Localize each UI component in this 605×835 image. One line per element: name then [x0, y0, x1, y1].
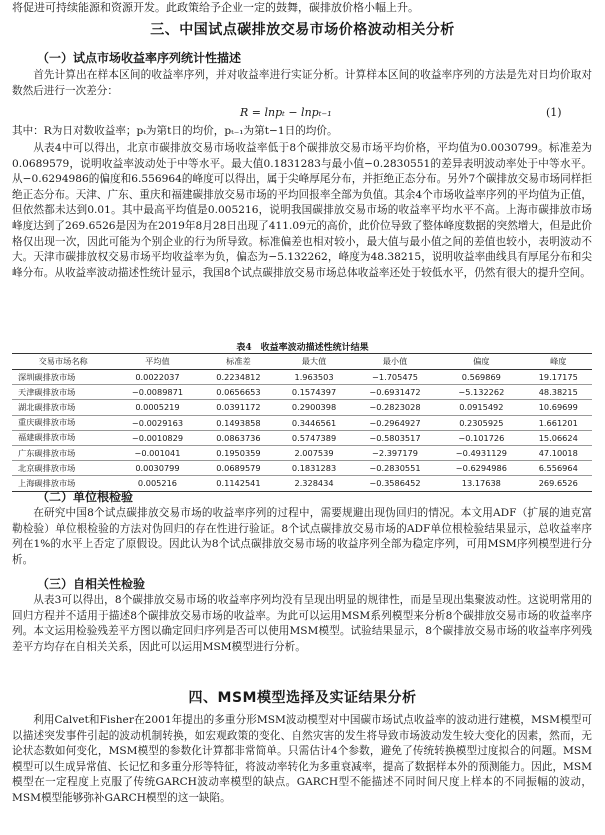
table-header-row [12, 354, 592, 370]
market-name-cell: 广东碳排放市场 [12, 445, 114, 460]
table-cell: 0.0030799 [114, 461, 200, 476]
carryover-text: 将促进可持续能源和资源开发。此政策给予企业一定的鼓舞，碳排放价格小幅上升。 [12, 1, 419, 14]
table-row [12, 430, 592, 445]
subsection-2-title: （二）单位根检验 [37, 490, 134, 504]
table-cell: −0.5803517 [352, 430, 438, 445]
table-row [12, 461, 592, 476]
table-cell: −0.2830551 [352, 461, 438, 476]
table-cell: −0.6294986 [438, 461, 524, 476]
paragraph-autocorrelation-test: 从表3可以得出，8个碳排放交易市场的收益率序列均没有呈现出明显的规律性，而是呈现出集聚波动性。这说明常用的回归方程并不适用于描述8个碳排放交易市场的收益率。为此可以运用MSM系列模型来分析8个碳排放交易市场的收益率序列。本文运用检验残差平方图以确定回归序列是否可以使用MSM模型。试验结果显示，8个碳排放交易市场的收益率序列残差平方均存在自相关关系，因此可以运用MSM模型进行分析。 [12, 594, 592, 653]
market-name-cell: 重庆碳排放市场 [12, 415, 114, 430]
header-cell: 峰度 [525, 354, 592, 370]
table-cell: 0.0863736 [201, 430, 277, 445]
table-cell: −1.705475 [352, 370, 438, 385]
paragraph-msm-model: 利用Calvet和Fisher在2001年提出的多重分形MSM波动模型对中国碳市场试点收益率的波动进行建模，MSM模型可以描述突发事件引起的波动机制转换，如宏观政策的变化、自然灾害的发生将导致市场波动发生较大变化的因素，然而，无论状态数如何变化，MSM模型的参数化计算都非常简单。只需估计4个参数，避免了传统转换模型过度拟合的问题。MSM模型可以生成异常值、长记忆和多重分形等特征，将波动率转化为多重衰减率，提高了数据样本外的预测能力。因此，MSM模型在一定程度上克服了传统GARCH波动率模型的缺点。GARCH型不能描述不同时间尺度上样本的不同振幅的波动，MSM模型能够弥补GARCH模型的这一缺陷。 [12, 714, 592, 804]
table-cell: 6.556964 [525, 461, 592, 476]
table-row [12, 415, 592, 430]
table-cell: −0.101726 [438, 430, 524, 445]
table-cell: 0.2234812 [201, 370, 277, 385]
section-3-title: 三、中国试点碳排放交易市场价格波动相关分析 [150, 22, 455, 38]
table-cell: 0.0915492 [438, 400, 524, 415]
table-cell: 48.38215 [525, 385, 592, 400]
table-cell: 0.1950359 [201, 445, 277, 460]
table-cell: 0.005216 [114, 476, 200, 491]
section-4-title: 四、MSM模型选择及实证结果分析 [188, 690, 417, 706]
table-cell: 0.1142541 [201, 476, 277, 491]
table-cell: −0.3586452 [352, 476, 438, 491]
header-cell: 最小值 [352, 354, 438, 370]
table-cell: 0.5747389 [276, 430, 352, 445]
table-cell: 0.3446561 [276, 415, 352, 430]
table-row [12, 385, 592, 400]
table-cell: 0.0689579 [201, 461, 277, 476]
table-caption: 表4 收益率波动描述性统计结果 [236, 343, 369, 353]
header-cell: 偏度 [438, 354, 524, 370]
table-cell: 15.06624 [525, 430, 592, 445]
table-cell: −0.0089871 [114, 385, 200, 400]
paragraph-variable-definition: 其中：R为日对数收益率；pₜ为第t日的均价，pₜ₋₁为第t−1日的均价。 [12, 125, 338, 137]
subsection-3-title: （三）自相关性检验 [37, 577, 146, 591]
market-name-cell: 北京碳排放市场 [12, 461, 114, 476]
header-cell: 最大值 [276, 354, 352, 370]
table-cell: 10.69699 [525, 400, 592, 415]
table-cell: 269.6526 [525, 476, 592, 491]
market-name-cell: 福建碳排放市场 [12, 430, 114, 445]
table-cell: 0.2305925 [438, 415, 524, 430]
table-cell: 2.328434 [276, 476, 352, 491]
table-cell: −0.2964927 [352, 415, 438, 430]
table-cell: 47.10018 [525, 445, 592, 460]
table-row [12, 445, 592, 460]
header-cell: 标准差 [201, 354, 277, 370]
descriptive-stats-table [12, 353, 592, 492]
table-cell: 0.2900398 [276, 400, 352, 415]
header-cell: 平均值 [114, 354, 200, 370]
market-name-cell: 湖北碳排放市场 [12, 400, 114, 415]
paragraph-descriptive-analysis: 从表4中可以得出，北京市碳排放交易市场收益率低于8个碳排放交易市场平均价格，平均值为0.0030799。标准差为0.0689579，说明收益率波动处于中等水平。最大值0.1831283与最小值−0.2830551的差异表明波动率处于中等水平。从−0.6294986的偏度和6.556964的峰度可以得出，属于尖峰厚尾分布，并拒绝正态分布。另外7个碳排放交易市场同样拒绝正态分布。天津、广东、重庆和福建碳排放交易市场的平均回报率全部为负值。其余4个市场收益率序列的平均值为正值，但依然都未达到0.01。其中最高平均值是0.005216，说明我国碳排放交易市场的收益率平均水平不高。上海市碳排放市场峰度达到了269.6526是因为在2019年8月28日出现了411.09元的高价，此价位导致了整体峰度数据的突然增大，但是此价格仅出现一次，因此可能为个别企业的行为所导致。标准偏差也相对较小，最大值与最小值之间的差值也较小，表明波动不大。天津市碳排放权交易市场平均收益率为负，偏态为−5.132262，峰度为48.38215，说明收益率曲线具有厚尾分布和尖峰分布。从收益率波动描述性统计显示，我国8个试点碳排放交易市场总体收益率还处于较低水平，仍然有很大的提升空间。 [12, 142, 592, 279]
table-cell: −0.0029163 [114, 415, 200, 430]
table-cell: 19.17175 [525, 370, 592, 385]
formula-return: R = lnpₜ − lnpₜ₋₁ [240, 106, 332, 119]
market-name-cell: 天津碳排放市场 [12, 385, 114, 400]
paragraph-return-method: 首先计算出在样本区间的收益率序列，并对收益率进行实证分析。计算样本区间的收益率序列的方法是先对日均价取对数然后进行一次差分： [12, 69, 592, 97]
table-cell: −0.0010829 [114, 430, 200, 445]
table-cell: 1.963503 [276, 370, 352, 385]
table-cell: 0.0391172 [201, 400, 277, 415]
table-row [12, 400, 592, 415]
header-cell: 交易市场名称 [12, 354, 114, 370]
market-name-cell: 上海碳排放市场 [12, 476, 114, 491]
paragraph-unit-root-test: 在研究中国8个试点碳排放交易市场的收益率序列的过程中，需要规避出现伪回归的情况。本文用ADF（扩展的迪克富勒检验）单位根检验的方法对伪回归的存在性进行验证。8个试点碳排放交易市场的ADF单位根检验结果显示，总收益率序列在1%的水平上否定了原假设。因此认为8个试点碳排放交易市场的收益序列全部为稳定序列，可用MSM序列模型进行分析。 [12, 507, 592, 566]
formula-number: (1) [546, 106, 562, 119]
table-cell: 0.0005219 [114, 400, 200, 415]
market-name-cell: 深圳碳排放市场 [12, 370, 114, 385]
table-cell: 0.569869 [438, 370, 524, 385]
table-cell: 0.0022037 [114, 370, 200, 385]
table-row [12, 370, 592, 385]
table-cell: −5.132262 [438, 385, 524, 400]
table-cell: −2.397179 [352, 445, 438, 460]
table-cell: 0.1831283 [276, 461, 352, 476]
table-cell: −0.001041 [114, 445, 200, 460]
subsection-1-title: （一）试点市场收益率序列统计性描述 [37, 51, 242, 65]
table-cell: 1.661201 [525, 415, 592, 430]
table-cell: 2.007539 [276, 445, 352, 460]
table-cell: 0.1493858 [201, 415, 277, 430]
table-cell: 0.1574397 [276, 385, 352, 400]
table-cell: −0.4931129 [438, 445, 524, 460]
table-cell: −0.6931472 [352, 385, 438, 400]
table-cell: −0.2823028 [352, 400, 438, 415]
table-cell: 13.17638 [438, 476, 524, 491]
table-cell: 0.0656653 [201, 385, 277, 400]
